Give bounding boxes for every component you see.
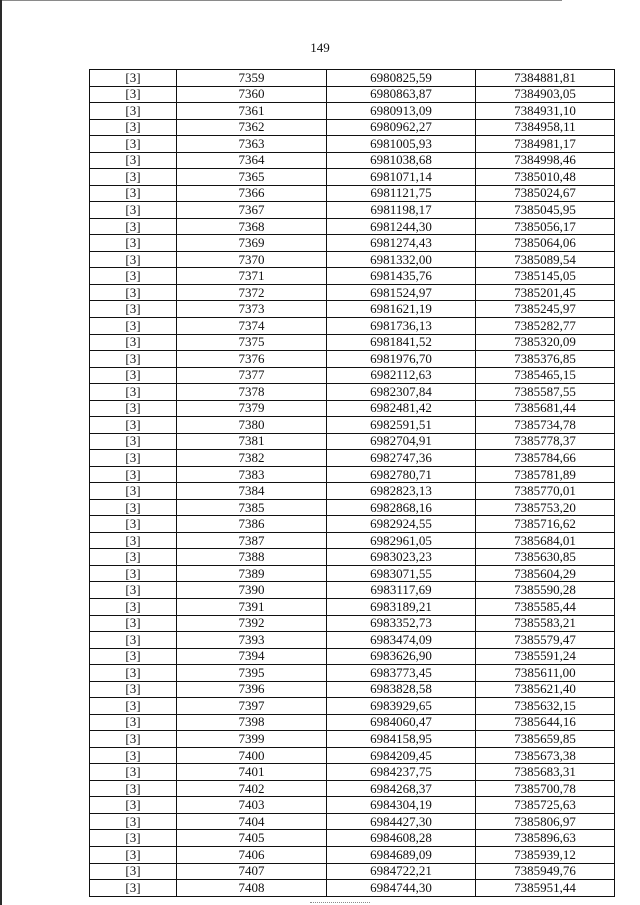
point-number-cell: 7372 bbox=[177, 284, 327, 301]
y-coordinate-cell: 7385465,15 bbox=[476, 367, 615, 384]
point-number-cell: 7377 bbox=[177, 367, 327, 384]
table-row bbox=[90, 103, 615, 120]
table-row bbox=[90, 681, 615, 698]
y-coordinate-cell: 7385282,77 bbox=[476, 317, 615, 334]
reference-cell: [3] bbox=[90, 417, 177, 434]
reference-cell: [3] bbox=[90, 334, 177, 351]
point-number-cell: 7375 bbox=[177, 334, 327, 351]
y-coordinate-cell: 7385587,55 bbox=[476, 384, 615, 401]
reference-cell: [3] bbox=[90, 483, 177, 500]
x-coordinate-cell: 6983189,21 bbox=[327, 599, 476, 616]
table-row bbox=[90, 400, 615, 417]
coordinates-table bbox=[89, 69, 615, 897]
y-coordinate-cell: 7385590,28 bbox=[476, 582, 615, 599]
x-coordinate-cell: 6982307,84 bbox=[327, 384, 476, 401]
point-number-cell: 7405 bbox=[177, 830, 327, 847]
x-coordinate-cell: 6981841,52 bbox=[327, 334, 476, 351]
point-number-cell: 7365 bbox=[177, 169, 327, 186]
y-coordinate-cell: 7384903,05 bbox=[476, 86, 615, 103]
table-row bbox=[90, 235, 615, 252]
table-row bbox=[90, 499, 615, 516]
y-coordinate-cell: 7385064,06 bbox=[476, 235, 615, 252]
point-number-cell: 7386 bbox=[177, 516, 327, 533]
y-coordinate-cell: 7385604,29 bbox=[476, 565, 615, 582]
y-coordinate-cell: 7385673,38 bbox=[476, 747, 615, 764]
table-row bbox=[90, 797, 615, 814]
page-number: 149 bbox=[310, 40, 330, 55]
table-row bbox=[90, 450, 615, 467]
reference-cell: [3] bbox=[90, 764, 177, 781]
point-number-cell: 7396 bbox=[177, 681, 327, 698]
y-coordinate-cell: 7385089,54 bbox=[476, 251, 615, 268]
point-number-cell: 7363 bbox=[177, 136, 327, 153]
point-number-cell: 7384 bbox=[177, 483, 327, 500]
table-row bbox=[90, 565, 615, 582]
point-number-cell: 7364 bbox=[177, 152, 327, 169]
x-coordinate-cell: 6981524,97 bbox=[327, 284, 476, 301]
reference-cell: [3] bbox=[90, 665, 177, 682]
table-row bbox=[90, 251, 615, 268]
x-coordinate-cell: 6981621,19 bbox=[327, 301, 476, 318]
table-row bbox=[90, 466, 615, 483]
reference-cell: [3] bbox=[90, 532, 177, 549]
reference-cell: [3] bbox=[90, 251, 177, 268]
y-coordinate-cell: 7384881,81 bbox=[476, 70, 615, 87]
x-coordinate-cell: 6982591,51 bbox=[327, 417, 476, 434]
x-coordinate-cell: 6984209,45 bbox=[327, 747, 476, 764]
table-row bbox=[90, 516, 615, 533]
x-coordinate-cell: 6984158,95 bbox=[327, 731, 476, 748]
x-coordinate-cell: 6982481,42 bbox=[327, 400, 476, 417]
point-number-cell: 7383 bbox=[177, 466, 327, 483]
y-coordinate-cell: 7385245,97 bbox=[476, 301, 615, 318]
y-coordinate-cell: 7385579,47 bbox=[476, 632, 615, 649]
table-row bbox=[90, 417, 615, 434]
table-row bbox=[90, 301, 615, 318]
point-number-cell: 7397 bbox=[177, 698, 327, 715]
y-coordinate-cell: 7385201,45 bbox=[476, 284, 615, 301]
y-coordinate-cell: 7385591,24 bbox=[476, 648, 615, 665]
x-coordinate-cell: 6982924,55 bbox=[327, 516, 476, 533]
reference-cell: [3] bbox=[90, 86, 177, 103]
point-number-cell: 7362 bbox=[177, 119, 327, 136]
point-number-cell: 7404 bbox=[177, 813, 327, 830]
x-coordinate-cell: 6983023,23 bbox=[327, 549, 476, 566]
y-coordinate-cell: 7385896,63 bbox=[476, 830, 615, 847]
y-coordinate-cell: 7385632,15 bbox=[476, 698, 615, 715]
x-coordinate-cell: 6982704,91 bbox=[327, 433, 476, 450]
y-coordinate-cell: 7385770,01 bbox=[476, 483, 615, 500]
y-coordinate-cell: 7385716,62 bbox=[476, 516, 615, 533]
table-row bbox=[90, 599, 615, 616]
reference-cell: [3] bbox=[90, 648, 177, 665]
y-coordinate-cell: 7384958,11 bbox=[476, 119, 615, 136]
x-coordinate-cell: 6983828,58 bbox=[327, 681, 476, 698]
reference-cell: [3] bbox=[90, 615, 177, 632]
y-coordinate-cell: 7385010,48 bbox=[476, 169, 615, 186]
x-coordinate-cell: 6984060,47 bbox=[327, 714, 476, 731]
y-coordinate-cell: 7385320,09 bbox=[476, 334, 615, 351]
y-coordinate-cell: 7385585,44 bbox=[476, 599, 615, 616]
y-coordinate-cell: 7385949,76 bbox=[476, 863, 615, 880]
y-coordinate-cell: 7385753,20 bbox=[476, 499, 615, 516]
reference-cell: [3] bbox=[90, 599, 177, 616]
reference-cell: [3] bbox=[90, 466, 177, 483]
reference-cell: [3] bbox=[90, 582, 177, 599]
x-coordinate-cell: 6981274,43 bbox=[327, 235, 476, 252]
table-row bbox=[90, 119, 615, 136]
y-coordinate-cell: 7385145,05 bbox=[476, 268, 615, 285]
point-number-cell: 7407 bbox=[177, 863, 327, 880]
x-coordinate-cell: 6982868,16 bbox=[327, 499, 476, 516]
point-number-cell: 7368 bbox=[177, 218, 327, 235]
coordinates-table-body bbox=[90, 70, 615, 897]
reference-cell: [3] bbox=[90, 103, 177, 120]
point-number-cell: 7360 bbox=[177, 86, 327, 103]
scan-edge-bottom bbox=[310, 902, 370, 904]
reference-cell: [3] bbox=[90, 549, 177, 566]
table-row bbox=[90, 433, 615, 450]
y-coordinate-cell: 7385784,66 bbox=[476, 450, 615, 467]
point-number-cell: 7392 bbox=[177, 615, 327, 632]
point-number-cell: 7391 bbox=[177, 599, 327, 616]
x-coordinate-cell: 6984304,19 bbox=[327, 797, 476, 814]
reference-cell: [3] bbox=[90, 681, 177, 698]
y-coordinate-cell: 7385778,37 bbox=[476, 433, 615, 450]
reference-cell: [3] bbox=[90, 433, 177, 450]
point-number-cell: 7390 bbox=[177, 582, 327, 599]
reference-cell: [3] bbox=[90, 235, 177, 252]
y-coordinate-cell: 7385583,21 bbox=[476, 615, 615, 632]
x-coordinate-cell: 6982780,71 bbox=[327, 466, 476, 483]
y-coordinate-cell: 7385045,95 bbox=[476, 202, 615, 219]
y-coordinate-cell: 7385734,78 bbox=[476, 417, 615, 434]
x-coordinate-cell: 6984427,30 bbox=[327, 813, 476, 830]
table-row bbox=[90, 648, 615, 665]
reference-cell: [3] bbox=[90, 70, 177, 87]
point-number-cell: 7359 bbox=[177, 70, 327, 87]
point-number-cell: 7374 bbox=[177, 317, 327, 334]
table-row bbox=[90, 268, 615, 285]
table-row bbox=[90, 780, 615, 797]
y-coordinate-cell: 7385951,44 bbox=[476, 880, 615, 897]
y-coordinate-cell: 7385621,40 bbox=[476, 681, 615, 698]
table-row bbox=[90, 880, 615, 897]
reference-cell: [3] bbox=[90, 714, 177, 731]
reference-cell: [3] bbox=[90, 169, 177, 186]
reference-cell: [3] bbox=[90, 565, 177, 582]
point-number-cell: 7387 bbox=[177, 532, 327, 549]
table-row bbox=[90, 764, 615, 781]
point-number-cell: 7394 bbox=[177, 648, 327, 665]
x-coordinate-cell: 6981071,14 bbox=[327, 169, 476, 186]
point-number-cell: 7380 bbox=[177, 417, 327, 434]
x-coordinate-cell: 6984689,09 bbox=[327, 846, 476, 863]
table-row bbox=[90, 747, 615, 764]
reference-cell: [3] bbox=[90, 499, 177, 516]
y-coordinate-cell: 7385681,44 bbox=[476, 400, 615, 417]
point-number-cell: 7408 bbox=[177, 880, 327, 897]
point-number-cell: 7403 bbox=[177, 797, 327, 814]
x-coordinate-cell: 6982961,05 bbox=[327, 532, 476, 549]
y-coordinate-cell: 7385644,16 bbox=[476, 714, 615, 731]
table-row bbox=[90, 185, 615, 202]
reference-cell: [3] bbox=[90, 218, 177, 235]
reference-cell: [3] bbox=[90, 632, 177, 649]
x-coordinate-cell: 6984237,75 bbox=[327, 764, 476, 781]
point-number-cell: 7371 bbox=[177, 268, 327, 285]
table-row bbox=[90, 202, 615, 219]
point-number-cell: 7361 bbox=[177, 103, 327, 120]
reference-cell: [3] bbox=[90, 301, 177, 318]
table-row bbox=[90, 582, 615, 599]
point-number-cell: 7399 bbox=[177, 731, 327, 748]
table-row bbox=[90, 367, 615, 384]
table-row bbox=[90, 483, 615, 500]
reference-cell: [3] bbox=[90, 367, 177, 384]
x-coordinate-cell: 6984608,28 bbox=[327, 830, 476, 847]
x-coordinate-cell: 6984722,21 bbox=[327, 863, 476, 880]
reference-cell: [3] bbox=[90, 731, 177, 748]
table-row bbox=[90, 665, 615, 682]
point-number-cell: 7379 bbox=[177, 400, 327, 417]
x-coordinate-cell: 6983929,65 bbox=[327, 698, 476, 715]
x-coordinate-cell: 6981435,76 bbox=[327, 268, 476, 285]
point-number-cell: 7366 bbox=[177, 185, 327, 202]
x-coordinate-cell: 6983117,69 bbox=[327, 582, 476, 599]
y-coordinate-cell: 7385056,17 bbox=[476, 218, 615, 235]
point-number-cell: 7369 bbox=[177, 235, 327, 252]
point-number-cell: 7381 bbox=[177, 433, 327, 450]
x-coordinate-cell: 6980962,27 bbox=[327, 119, 476, 136]
x-coordinate-cell: 6983352,73 bbox=[327, 615, 476, 632]
point-number-cell: 7393 bbox=[177, 632, 327, 649]
table-row bbox=[90, 334, 615, 351]
x-coordinate-cell: 6981038,68 bbox=[327, 152, 476, 169]
y-coordinate-cell: 7384981,17 bbox=[476, 136, 615, 153]
y-coordinate-cell: 7384931,10 bbox=[476, 103, 615, 120]
reference-cell: [3] bbox=[90, 268, 177, 285]
reference-cell: [3] bbox=[90, 813, 177, 830]
reference-cell: [3] bbox=[90, 351, 177, 368]
reference-cell: [3] bbox=[90, 136, 177, 153]
x-coordinate-cell: 6981121,75 bbox=[327, 185, 476, 202]
y-coordinate-cell: 7385630,85 bbox=[476, 549, 615, 566]
point-number-cell: 7378 bbox=[177, 384, 327, 401]
reference-cell: [3] bbox=[90, 846, 177, 863]
x-coordinate-cell: 6981244,30 bbox=[327, 218, 476, 235]
x-coordinate-cell: 6982112,63 bbox=[327, 367, 476, 384]
x-coordinate-cell: 6983071,55 bbox=[327, 565, 476, 582]
y-coordinate-cell: 7385659,85 bbox=[476, 731, 615, 748]
table-row bbox=[90, 813, 615, 830]
reference-cell: [3] bbox=[90, 863, 177, 880]
table-row bbox=[90, 632, 615, 649]
reference-cell: [3] bbox=[90, 317, 177, 334]
reference-cell: [3] bbox=[90, 152, 177, 169]
table-row bbox=[90, 549, 615, 566]
point-number-cell: 7406 bbox=[177, 846, 327, 863]
table-row bbox=[90, 152, 615, 169]
table-row bbox=[90, 384, 615, 401]
table-row bbox=[90, 714, 615, 731]
point-number-cell: 7373 bbox=[177, 301, 327, 318]
point-number-cell: 7376 bbox=[177, 351, 327, 368]
table-row bbox=[90, 86, 615, 103]
y-coordinate-cell: 7385683,31 bbox=[476, 764, 615, 781]
point-number-cell: 7367 bbox=[177, 202, 327, 219]
scan-edge-left bbox=[0, 0, 2, 905]
x-coordinate-cell: 6982747,36 bbox=[327, 450, 476, 467]
reference-cell: [3] bbox=[90, 119, 177, 136]
table-row bbox=[90, 218, 615, 235]
x-coordinate-cell: 6983773,45 bbox=[327, 665, 476, 682]
table-row bbox=[90, 284, 615, 301]
x-coordinate-cell: 6981198,17 bbox=[327, 202, 476, 219]
table-row bbox=[90, 532, 615, 549]
x-coordinate-cell: 6984268,37 bbox=[327, 780, 476, 797]
y-coordinate-cell: 7385024,67 bbox=[476, 185, 615, 202]
point-number-cell: 7385 bbox=[177, 499, 327, 516]
table-row bbox=[90, 70, 615, 87]
reference-cell: [3] bbox=[90, 830, 177, 847]
x-coordinate-cell: 6981005,93 bbox=[327, 136, 476, 153]
point-number-cell: 7382 bbox=[177, 450, 327, 467]
x-coordinate-cell: 6984744,30 bbox=[327, 880, 476, 897]
point-number-cell: 7370 bbox=[177, 251, 327, 268]
table-row bbox=[90, 830, 615, 847]
reference-cell: [3] bbox=[90, 450, 177, 467]
reference-cell: [3] bbox=[90, 698, 177, 715]
x-coordinate-cell: 6983626,90 bbox=[327, 648, 476, 665]
table-row bbox=[90, 863, 615, 880]
point-number-cell: 7400 bbox=[177, 747, 327, 764]
point-number-cell: 7388 bbox=[177, 549, 327, 566]
table-row bbox=[90, 731, 615, 748]
y-coordinate-cell: 7385700,78 bbox=[476, 780, 615, 797]
y-coordinate-cell: 7385611,00 bbox=[476, 665, 615, 682]
x-coordinate-cell: 6982823,13 bbox=[327, 483, 476, 500]
x-coordinate-cell: 6983474,09 bbox=[327, 632, 476, 649]
point-number-cell: 7398 bbox=[177, 714, 327, 731]
y-coordinate-cell: 7384998,46 bbox=[476, 152, 615, 169]
reference-cell: [3] bbox=[90, 284, 177, 301]
x-coordinate-cell: 6980825,59 bbox=[327, 70, 476, 87]
y-coordinate-cell: 7385806,97 bbox=[476, 813, 615, 830]
table-row bbox=[90, 698, 615, 715]
table-row bbox=[90, 615, 615, 632]
y-coordinate-cell: 7385684,01 bbox=[476, 532, 615, 549]
x-coordinate-cell: 6980913,09 bbox=[327, 103, 476, 120]
x-coordinate-cell: 6981736,13 bbox=[327, 317, 476, 334]
x-coordinate-cell: 6981332,00 bbox=[327, 251, 476, 268]
point-number-cell: 7402 bbox=[177, 780, 327, 797]
reference-cell: [3] bbox=[90, 797, 177, 814]
x-coordinate-cell: 6980863,87 bbox=[327, 86, 476, 103]
y-coordinate-cell: 7385939,12 bbox=[476, 846, 615, 863]
reference-cell: [3] bbox=[90, 400, 177, 417]
table-row bbox=[90, 136, 615, 153]
reference-cell: [3] bbox=[90, 747, 177, 764]
reference-cell: [3] bbox=[90, 202, 177, 219]
y-coordinate-cell: 7385725,63 bbox=[476, 797, 615, 814]
reference-cell: [3] bbox=[90, 384, 177, 401]
y-coordinate-cell: 7385781,89 bbox=[476, 466, 615, 483]
reference-cell: [3] bbox=[90, 185, 177, 202]
x-coordinate-cell: 6981976,70 bbox=[327, 351, 476, 368]
point-number-cell: 7395 bbox=[177, 665, 327, 682]
y-coordinate-cell: 7385376,85 bbox=[476, 351, 615, 368]
table-row bbox=[90, 351, 615, 368]
scan-edge-top bbox=[2, 0, 562, 1]
point-number-cell: 7389 bbox=[177, 565, 327, 582]
table-row bbox=[90, 846, 615, 863]
reference-cell: [3] bbox=[90, 780, 177, 797]
point-number-cell: 7401 bbox=[177, 764, 327, 781]
reference-cell: [3] bbox=[90, 516, 177, 533]
table-row bbox=[90, 169, 615, 186]
table-row bbox=[90, 317, 615, 334]
reference-cell: [3] bbox=[90, 880, 177, 897]
